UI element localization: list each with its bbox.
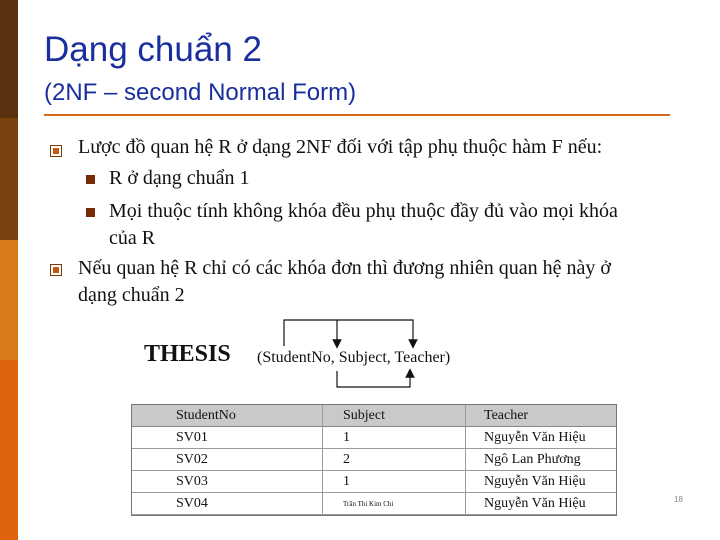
cell-teacher: Nguyễn Văn Hiệu xyxy=(466,427,617,449)
table-row xyxy=(132,471,616,493)
schema-attributes: (StudentNo, Subject, Teacher) xyxy=(257,349,451,366)
header-studentno: StudentNo xyxy=(132,405,323,427)
bullet-1-2-text-line2: của R xyxy=(109,227,156,249)
header-subject: Subject xyxy=(323,405,466,427)
table-header-row xyxy=(132,405,616,427)
bullet-2-text-line2: dạng chuẩn 2 xyxy=(78,284,185,306)
bullet-1-text: Lược đồ quan hệ R ở dạng 2NF đối với tập phụ thuộc hàm F nếu: xyxy=(78,136,603,158)
cell-teacher: Nguyễn Văn Hiệu xyxy=(466,493,617,515)
cell-studentno: SV01 xyxy=(132,427,323,449)
cell-studentno: SV04 xyxy=(132,493,323,515)
cell-studentno: SV03 xyxy=(132,471,323,493)
cell-subject: 1 xyxy=(323,471,466,493)
cell-studentno: SV02 xyxy=(132,449,323,471)
page-number: 18 xyxy=(674,495,683,504)
cell-subject: Trần Thi Kim Chi xyxy=(323,493,466,515)
table-row xyxy=(132,427,616,449)
cell-subject: 1 xyxy=(323,427,466,449)
table-row xyxy=(132,449,616,471)
cell-teacher: Ngô Lan Phương xyxy=(466,449,617,471)
thesis-table xyxy=(131,404,617,516)
bullet-2-text-line1: Nếu quan hệ R chỉ có các khóa đơn thì đương nhiên quan hệ này ở xyxy=(78,257,611,279)
header-teacher: Teacher xyxy=(466,405,617,427)
slide-title: Dạng chuẩn 2 xyxy=(44,30,262,69)
bullet-1-2-text-line1: Mọi thuộc tính không khóa đều phụ thuộc đầy đủ vào mọi khóa xyxy=(109,200,618,222)
table-row xyxy=(132,493,616,515)
cell-teacher: Nguyễn Văn Hiệu xyxy=(466,471,617,493)
bullet-1-1-text: R ở dạng chuẩn 1 xyxy=(109,167,250,189)
slide-subtitle: (2NF – second Normal Form) xyxy=(44,79,357,106)
cell-subject: 2 xyxy=(323,449,466,471)
schema-name: THESIS xyxy=(144,341,231,367)
